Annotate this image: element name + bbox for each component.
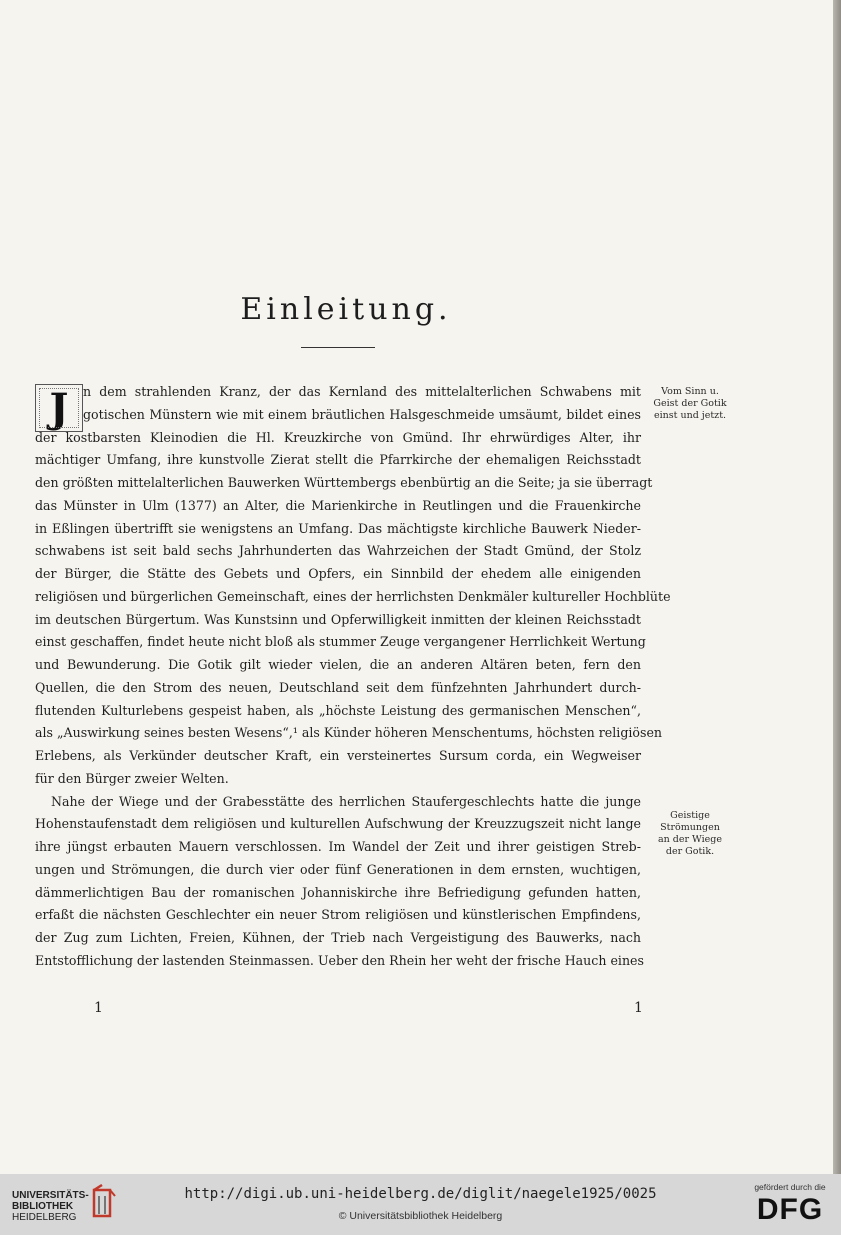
- page-number-right: 1: [634, 1000, 643, 1016]
- marginal-note-line: Strömungen: [660, 822, 720, 833]
- paragraph-2: [35, 791, 644, 973]
- marginal-note-line: der Gotik.: [665, 846, 715, 857]
- text-line: flutenden Kulturlebens gespeist haben, als „höchste Leistung des germanischen Menschen“,: [35, 702, 641, 718]
- text-line: Entstofflichung der lastenden Steinmassen. Ueber den Rhein her weht der frische Hauch eines: [35, 952, 644, 968]
- marginal-note-line: Geistige: [670, 810, 710, 821]
- text-line: ihre jüngst erbauten Mauern verschlossen. Im Wandel der Zeit und ihrer geistigen Streb-: [35, 839, 641, 854]
- text-line: das Münster in Ulm (1377) an Alter, die Marienkirche in Reutlingen und die Frauenkirche: [35, 497, 641, 513]
- text-line: schwabens ist seit bald sechs Jahrhunderten das Wahrzeichen der Stadt Gmünd, der Stolz: [35, 543, 641, 559]
- permalink-url[interactable]: http://digi.ub.uni-heidelberg.de/diglit/naegele1925/0025: [184, 1186, 657, 1202]
- text-line: dämmerlichtigen Bau der romanischen Johanniskirche ihre Befriedigung gefunden hatten,: [35, 884, 641, 900]
- library-logo-line: HEIDELBERG: [12, 1212, 77, 1223]
- text-line: den größten mittelalterlichen Bauwerken Württembergs ebenbürtig an die Seite; ja sie überragt: [35, 475, 653, 490]
- text-line: erfaßt die nächsten Geschlechter ein neuer Strom religiösen und künstlerischen Empfindens,: [35, 907, 641, 923]
- page-edge-shadow: [833, 0, 841, 1174]
- body-text: [35, 381, 671, 973]
- copyright-notice: © Universitätsbibliothek Heidelberg: [338, 1210, 503, 1222]
- viewer-footer: [0, 1174, 841, 1235]
- text-line: in Eßlingen übertrifft sie wenigstens an Umfang. Das mächtigste kirchliche Bauwerk Nieder-: [35, 520, 641, 536]
- paragraph-1: [35, 381, 671, 791]
- decorated-initial-letter: J: [35, 384, 83, 432]
- title-divider: [301, 347, 375, 348]
- page-number-left: 1: [94, 1000, 103, 1016]
- text-line: n dem strahlenden Kranz, der das Kernland des mittelalterlichen Schwabens mit: [83, 384, 641, 399]
- text-line: als „Auswirkung seines besten Wesens“,¹ als Künder höheren Menschentums, höchsten religiösen: [35, 725, 663, 741]
- text-line: der kostbarsten Kleinodien die Hl. Kreuzkirche von Gmünd. Ihr ehrwürdiges Alter, ihr: [35, 429, 641, 445]
- marginal-note-line: Vom Sinn u.: [661, 386, 719, 397]
- marginal-note-line: Geist der Gotik: [653, 398, 727, 409]
- marginal-note-1: [645, 386, 735, 422]
- text-line: religiösen und bürgerlichen Gemeinschaft, eines der herrlichsten Denkmäler kultureller Hochblüte: [35, 588, 671, 604]
- text-line: Erlebens, als Verkünder deutscher Kraft, ein versteinertes Sursum corda, ein Wegweiser: [35, 748, 641, 763]
- text-line: und Bewunderung. Die Gotik gilt wieder vielen, die an anderen Altären beten, fern den: [35, 657, 641, 672]
- text-line: Hohenstaufenstadt dem religiösen und kulturellen Aufschwung der Kreuzzugszeit nicht lange: [35, 816, 641, 832]
- library-logo-line: BIBLIOTHEK: [12, 1201, 74, 1212]
- library-logo-line: UNIVERSITÄTS-: [12, 1190, 89, 1201]
- dfg-logo[interactable]: DFG: [756, 1193, 824, 1226]
- text-line: für den Bürger zweier Welten.: [35, 770, 229, 786]
- text-line: gotischen Münstern wie mit einem bräutlichen Halsgeschmeide umsäumt, bildet eines: [83, 406, 641, 422]
- marginal-note-2: [645, 810, 735, 858]
- marginal-note-line: einst und jetzt.: [653, 410, 727, 421]
- text-line: ungen und Strömungen, die durch vier oder fünf Generationen in dem ernsten, wuchtigen,: [35, 861, 641, 877]
- text-line: mächtiger Umfang, ihre kunstvolle Zierat stellt die Pfarrkirche der ehemaligen Reichsstadt: [35, 452, 641, 468]
- page-title: Einleitung.: [240, 292, 452, 327]
- text-line: der Zug zum Lichten, Freien, Kühnen, der Trieb nach Vergeistigung des Bauwerks, nach: [35, 930, 641, 945]
- dfg-caption: gefördert durch die: [754, 1182, 826, 1192]
- text-line: der Bürger, die Stätte des Gebets und Opfers, ein Sinnbild der ehedem alle einigenden: [35, 566, 641, 581]
- text-line: im deutschen Bürgertum. Was Kunstsinn und Opferwilligkeit inmitten der kleinen Reichsstadt: [35, 611, 641, 627]
- text-line: Nahe der Wiege und der Grabesstätte des herrlichen Staufergeschlechts hatte die junge: [51, 793, 641, 809]
- text-line: einst geschaffen, findet heute nicht bloß als stummer Zeuge vergangener Herrlichkeit Wertung: [35, 634, 646, 650]
- text-line: Quellen, die den Strom des neuen, Deutschland seit dem fünfzehnten Jahrhundert durch-: [35, 679, 641, 695]
- marginal-note-line: an der Wiege: [657, 834, 723, 845]
